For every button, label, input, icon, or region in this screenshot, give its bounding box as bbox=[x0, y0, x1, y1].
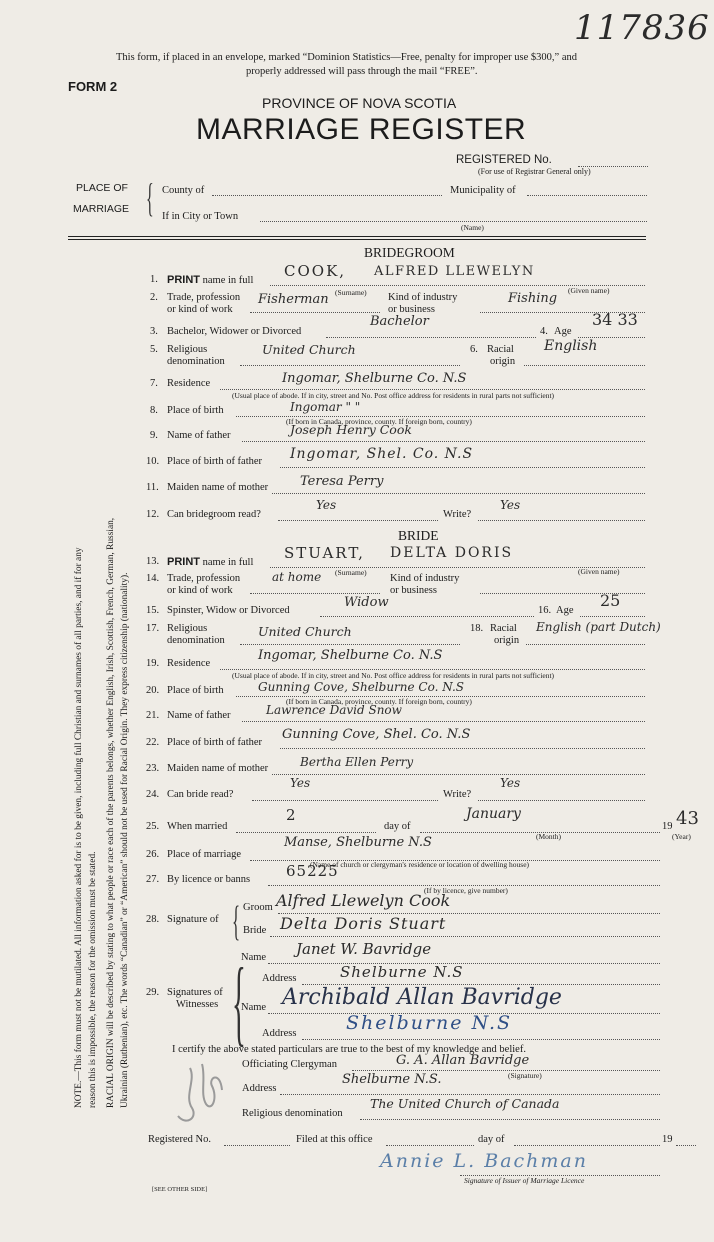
county-label: County of bbox=[162, 185, 205, 196]
field-25-year-prefix: 19 bbox=[662, 821, 673, 832]
side-note-line-1: NOTE.—This form must not be mutilated. All information asked for is to be given, including full Christian and surnames of all parties, and if for any bbox=[74, 547, 84, 1108]
margin-initials bbox=[172, 1060, 232, 1130]
field-2-label: Trade, profession bbox=[167, 292, 241, 303]
bride-heading: BRIDE bbox=[398, 528, 439, 543]
marriage-year: 43 bbox=[676, 808, 699, 829]
margin-initials-scribble bbox=[172, 1060, 232, 1130]
field-9-label: Name of father bbox=[167, 430, 231, 441]
field-1-surname-caption: (Surname) bbox=[335, 288, 367, 297]
field-27-label: By licence or banns bbox=[167, 874, 251, 885]
field-17-number: 17. bbox=[146, 623, 160, 634]
field-7-caption: (Usual place of abode. If in city, street and No. Post office address for residents in rural parts not sufficient) bbox=[232, 391, 555, 400]
bride-age: 25 bbox=[600, 591, 621, 610]
field-29-brace: { bbox=[232, 948, 246, 1055]
groom-can-read: Yes bbox=[316, 498, 337, 512]
postal-notice-line-2: properly addressed will pass through the mail “FREE”. bbox=[246, 66, 478, 77]
issuer-signature: Annie L. Bachman bbox=[380, 1150, 589, 1172]
field-1-print bbox=[167, 274, 253, 286]
field-1-label: name in full bbox=[200, 275, 254, 286]
field-28-number: 28. bbox=[146, 914, 160, 925]
field-10-label: Place of birth of father bbox=[167, 456, 263, 467]
groom-industry: Fishing bbox=[508, 291, 558, 306]
field-6-label: Racial bbox=[487, 344, 514, 355]
field-12-label: Can bridegroom read? bbox=[167, 509, 261, 520]
field-14-number: 14. bbox=[146, 573, 160, 584]
field-5-number: 5. bbox=[150, 344, 158, 355]
witness-2-address-label: Address bbox=[262, 1028, 297, 1039]
field-3-label: Bachelor, Widower or Divorced bbox=[167, 326, 302, 337]
field-13-surname-caption: (Surname) bbox=[335, 568, 367, 577]
field-5-label-2: denomination bbox=[167, 356, 225, 367]
field-26-number: 26. bbox=[146, 849, 160, 860]
groom-father-birthplace: Ingomar, Shel. Co. N.S bbox=[290, 446, 474, 462]
field-4-label: Age bbox=[554, 326, 572, 337]
field-13-number: 13. bbox=[146, 556, 160, 567]
groom-father-name: Joseph Henry Cook bbox=[290, 422, 412, 437]
groom-religion: United Church bbox=[262, 342, 356, 357]
field-24-write-label: Write? bbox=[443, 789, 472, 800]
groom-birthplace: Ingomar " " bbox=[290, 400, 361, 414]
witness-1-address: Shelburne N.S bbox=[340, 963, 464, 981]
footer-year-prefix: 19 bbox=[662, 1134, 673, 1145]
field-13-label: name in full bbox=[200, 557, 254, 568]
bride-surname: STUART, bbox=[284, 544, 365, 562]
field-13-print-bold: PRINT bbox=[167, 556, 200, 568]
footer-day-of-label: day of bbox=[478, 1134, 505, 1145]
field-17-label-2: denomination bbox=[167, 635, 225, 646]
groom-racial-origin: English bbox=[544, 338, 598, 354]
witness-1-address-label: Address bbox=[262, 973, 297, 984]
page-title: MARRIAGE REGISTER bbox=[196, 113, 527, 146]
footer-registered-no-label: Registered No. bbox=[148, 1134, 211, 1145]
place-brace: { bbox=[146, 175, 154, 220]
bride-father-name: Lawrence David Snow bbox=[266, 703, 402, 717]
serial-number: 117836 bbox=[574, 8, 710, 48]
province-title: PROVINCE OF NOVA SCOTIA bbox=[262, 95, 457, 111]
field-11-number: 11. bbox=[146, 482, 159, 493]
bride-religion: United Church bbox=[258, 624, 352, 639]
field-27-number: 27. bbox=[146, 874, 160, 885]
groom-signature: Alfred Llewelyn Cook bbox=[276, 891, 451, 910]
field-7-number: 7. bbox=[150, 378, 158, 389]
witness-2-name: Archibald Allan Bavridge bbox=[282, 985, 562, 1010]
see-other-side: [SEE OTHER SIDE] bbox=[152, 1186, 208, 1193]
groom-surname: COOK, bbox=[284, 262, 347, 280]
clergyman-label: Officiating Clergyman bbox=[242, 1059, 337, 1070]
side-note-line-3: RACIAL ORIGIN will be described by stating to what people or race each of the parents belongs, whether English, Irish, Scottish, French, German, Russian, bbox=[106, 517, 116, 1108]
registrar-note: (For use of Registrar General only) bbox=[478, 167, 591, 176]
field-18-label: Racial bbox=[490, 623, 517, 634]
field-26-caption: (Name of church or clergyman's residence or location of dwelling house) bbox=[310, 860, 530, 869]
groom-residence: Ingomar, Shelburne Co. N.S bbox=[282, 371, 467, 386]
field-18-label-2: origin bbox=[494, 635, 520, 646]
field-12-number: 12. bbox=[146, 509, 160, 520]
field-1-number: 1. bbox=[150, 274, 158, 285]
bride-marital-status: Widow bbox=[344, 595, 389, 610]
field-10-number: 10. bbox=[146, 456, 160, 467]
footer-filed-label: Filed at this office bbox=[296, 1134, 373, 1145]
field-6-label-2: origin bbox=[490, 356, 516, 367]
field-6-number: 6. bbox=[470, 344, 478, 355]
field-8-number: 8. bbox=[150, 405, 158, 416]
field-17-label: Religious bbox=[167, 623, 208, 634]
clergyman-address: Shelburne N.S. bbox=[342, 1072, 442, 1087]
bride-can-write: Yes bbox=[500, 776, 521, 790]
registered-no-label: REGISTERED No. bbox=[456, 154, 552, 166]
field-24-label: Can bride read? bbox=[167, 789, 234, 800]
field-20-caption: (If born in Canada, province, county. If foreign born, country) bbox=[286, 697, 472, 706]
groom-age: 34 33 bbox=[592, 310, 638, 329]
field-23-number: 23. bbox=[146, 763, 160, 774]
field-28-brace: { bbox=[232, 899, 241, 945]
field-25-month-caption: (Month) bbox=[536, 832, 561, 841]
postal-notice-line-1: This form, if placed in an envelope, marked “Dominion Statistics—Free, penalty for improper use $300,” and bbox=[116, 52, 578, 63]
field-9-number: 9. bbox=[150, 430, 158, 441]
field-20-label: Place of birth bbox=[167, 685, 224, 696]
field-14-label: Trade, profession bbox=[167, 573, 241, 584]
bride-can-read: Yes bbox=[290, 776, 311, 790]
field-2-kind-label: Kind of industry bbox=[388, 292, 458, 303]
bride-residence: Ingomar, Shelburne Co. N.S bbox=[258, 648, 443, 663]
field-24-number: 24. bbox=[146, 789, 160, 800]
field-15-number: 15. bbox=[146, 605, 160, 616]
licence-number: 65225 bbox=[286, 862, 339, 880]
field-26-label: Place of marriage bbox=[167, 849, 242, 860]
bride-birthplace: Gunning Cove, Shelburne Co. N.S bbox=[258, 680, 465, 694]
place-of-marriage-label-2: MARRIAGE bbox=[73, 203, 130, 215]
witness-1-name-label: Name bbox=[241, 952, 267, 963]
field-13-print bbox=[167, 556, 253, 568]
field-25-day-label: day of bbox=[384, 821, 411, 832]
religious-denomination-label: Religious denomination bbox=[242, 1108, 343, 1119]
field-25-year-caption: (Year) bbox=[672, 832, 691, 841]
city-label: If in City or Town bbox=[162, 211, 239, 222]
field-14-kind-label-2: or business bbox=[390, 585, 437, 596]
certification-statement: I certify the above stated particulars are true to the best of my knowledge and belief. bbox=[172, 1044, 526, 1055]
witness-2-name-label: Name bbox=[241, 1002, 267, 1013]
field-27-caption: (If by licence, give number) bbox=[424, 886, 508, 895]
field-3-number: 3. bbox=[150, 326, 158, 337]
field-19-label: Residence bbox=[167, 658, 211, 669]
field-20-number: 20. bbox=[146, 685, 160, 696]
bride-father-birthplace: Gunning Cove, Shel. Co. N.S bbox=[282, 727, 471, 742]
bridegroom-heading: BRIDEGROOM bbox=[364, 245, 455, 260]
field-2-label-2: or kind of work bbox=[167, 304, 233, 315]
bride-racial-origin: English (part Dutch) bbox=[536, 620, 661, 634]
groom-mother-maiden-name: Teresa Perry bbox=[300, 474, 384, 489]
field-29-label: Signatures of bbox=[167, 987, 223, 998]
name-caption: (Name) bbox=[461, 223, 484, 232]
field-21-label: Name of father bbox=[167, 710, 231, 721]
clergyman-address-label: Address bbox=[242, 1083, 277, 1094]
field-18-number: 18. bbox=[470, 623, 484, 634]
field-15-label: Spinster, Widow or Divorced bbox=[167, 605, 290, 616]
bride-signature: Delta Doris Stuart bbox=[280, 914, 447, 933]
field-12-write-label: Write? bbox=[443, 509, 472, 520]
field-19-number: 19. bbox=[146, 658, 160, 669]
field-1-given-caption: (Given name) bbox=[568, 286, 610, 295]
groom-can-write: Yes bbox=[500, 498, 521, 512]
groom-marital-status: Bachelor bbox=[370, 314, 429, 329]
witness-2-address: Shelburne N.S bbox=[346, 1012, 513, 1034]
marriage-place: Manse, Shelburne N.S bbox=[284, 835, 432, 850]
marriage-day: 2 bbox=[286, 806, 296, 824]
field-23-label: Maiden name of mother bbox=[167, 763, 269, 774]
field-22-label: Place of birth of father bbox=[167, 737, 263, 748]
field-14-kind-label: Kind of industry bbox=[390, 573, 460, 584]
side-note-line-4: Ukrainian (Ruthenian), etc. The words “Canadian” or “American” should not be used for Racial Origin. They express citizenship (nationality). bbox=[120, 572, 130, 1108]
field-21-number: 21. bbox=[146, 710, 160, 721]
signature-caption: (Signature) bbox=[508, 1071, 542, 1080]
place-of-marriage-label-1: PLACE OF bbox=[76, 182, 128, 194]
field-13-given-caption: (Given name) bbox=[578, 567, 620, 576]
bride-occupation: at home bbox=[272, 570, 322, 584]
field-19-caption: (Usual place of abode. If in city, street and No. Post office address for residents in rural parts not sufficient) bbox=[232, 671, 555, 680]
bride-signature-label: Bride bbox=[243, 925, 267, 936]
field-22-number: 22. bbox=[146, 737, 160, 748]
field-29-number: 29. bbox=[146, 987, 160, 998]
clergyman-signature: G. A. Allan Bavridge bbox=[396, 1053, 530, 1068]
field-5-label: Religious bbox=[167, 344, 208, 355]
field-16-label: Age bbox=[556, 605, 574, 616]
field-25-number: 25. bbox=[146, 821, 160, 832]
groom-given-name: ALFRED LLEWELYN bbox=[374, 264, 535, 279]
groom-occupation: Fisherman bbox=[258, 292, 329, 307]
field-28-label: Signature of bbox=[167, 914, 219, 925]
witness-1-name: Janet W. Bavridge bbox=[296, 940, 432, 958]
side-note-line-2: reason this is impossible, the reason for the omission must be stated. bbox=[88, 851, 98, 1108]
field-2-number: 2. bbox=[150, 292, 158, 303]
issuer-caption: Signature of Issuer of Marriage Licence bbox=[464, 1176, 585, 1185]
form-number: FORM 2 bbox=[68, 79, 118, 94]
field-16-number: 16. bbox=[538, 605, 552, 616]
marriage-month: January bbox=[466, 806, 521, 822]
bride-given-name: DELTA DORIS bbox=[390, 545, 514, 561]
groom-signature-label: Groom bbox=[243, 902, 273, 913]
field-11-label: Maiden name of mother bbox=[167, 482, 269, 493]
field-8-caption: (If born in Canada, province, county. If foreign born, country) bbox=[286, 417, 472, 426]
field-4-number: 4. bbox=[540, 326, 548, 337]
field-8-label: Place of birth bbox=[167, 405, 224, 416]
religious-denomination-value: The United Church of Canada bbox=[370, 1096, 560, 1111]
field-2-kind-label-2: or business bbox=[388, 304, 435, 315]
field-14-label-2: or kind of work bbox=[167, 585, 233, 596]
field-25-label: When married bbox=[167, 821, 228, 832]
field-7-label: Residence bbox=[167, 378, 211, 389]
field-1-print-bold: PRINT bbox=[167, 274, 200, 286]
municipality-label: Municipality of bbox=[450, 185, 516, 196]
bride-mother-maiden-name: Bertha Ellen Perry bbox=[300, 755, 414, 769]
field-29-label-2: Witnesses bbox=[176, 999, 219, 1010]
